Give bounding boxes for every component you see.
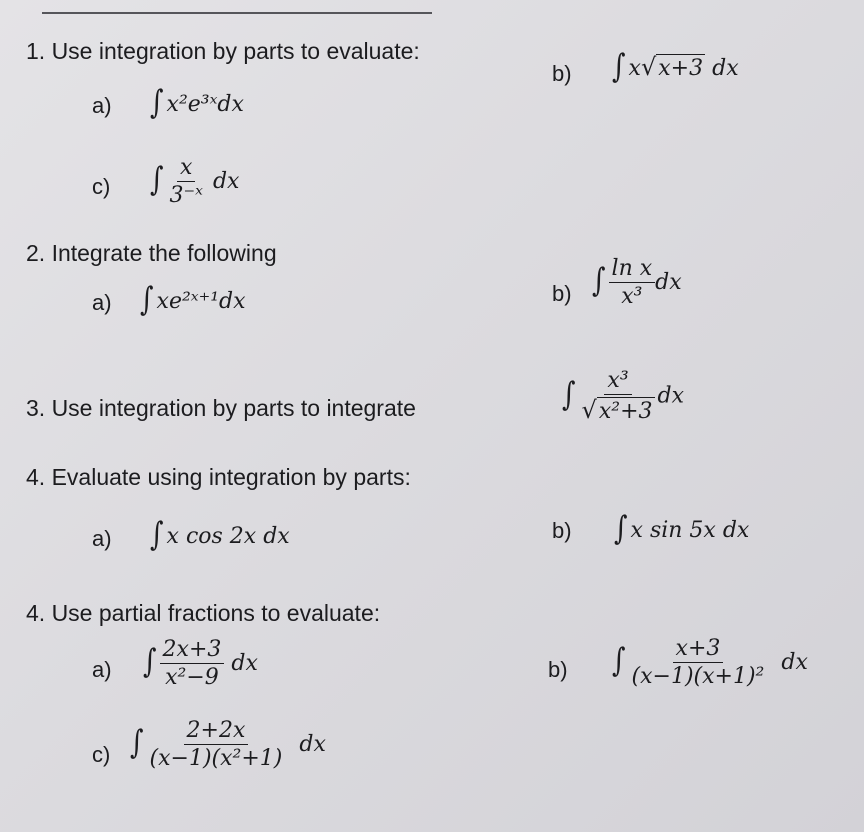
q1a-integrand: x²e³ˣdx <box>166 92 244 117</box>
q1a-label: a) <box>92 93 112 118</box>
q1b-radicand: x+3 <box>658 56 704 81</box>
q5c-expression: ∫ $\frac{2+2x}{\text{(x−1)(x²+1)}}$ dx <box>130 718 326 771</box>
q4b-expression: ∫ x sin 5x dx <box>614 510 750 548</box>
q5b-label: b) <box>548 657 568 682</box>
q3-dx: dx <box>657 383 685 409</box>
q5a-label: a) <box>92 657 112 682</box>
q5c-label: c) <box>92 742 111 767</box>
q5c-dx: dx <box>299 732 326 757</box>
q1b-label: b) <box>552 61 572 86</box>
q3-denominator-radicand: x²+3 <box>598 399 653 424</box>
q2b-denominator: x³ <box>621 284 643 309</box>
q1c-expression: ∫ $\frac{x}{\text{3⁻ˣ}}$ dx <box>150 155 240 208</box>
q2b-expression: ∫ $\frac{\text{ln x}}{\text{x³}}$ dx <box>592 256 682 309</box>
q5b-expression: ∫ $\frac{x+3}{\text{(x−1)(x+1)²}}$ dx <box>612 636 808 689</box>
q5b-dx: dx <box>781 650 808 675</box>
q1c-label: c) <box>92 174 111 199</box>
q5c-numerator: 2+2x <box>184 720 249 745</box>
top-rule <box>42 12 432 14</box>
q1c-dx: dx <box>212 169 240 194</box>
q4a-label: a) <box>92 526 112 551</box>
q1b-expression: ∫ x√x+3 dx <box>612 48 739 86</box>
q2a-label: a) <box>92 290 112 315</box>
q2b-dx: dx <box>655 270 682 295</box>
q5b-numerator: x+3 <box>673 638 724 663</box>
q5a-dx: dx <box>231 651 258 676</box>
q1b-x: x <box>628 56 641 81</box>
q2-heading: 2. Integrate the following <box>26 240 277 266</box>
q4b-integrand: x sin 5x dx <box>630 518 750 543</box>
q5a-expression: ∫ $\frac{2x+3}{\text{x²−9}}$ dx <box>143 637 258 690</box>
q5-heading: 4. Use partial fractions to evaluate: <box>26 600 381 626</box>
q4a-expression: ∫ x cos 2x dx <box>150 516 290 554</box>
q4b-label: b) <box>552 518 572 543</box>
q5b-denominator: (x−1)(x+1)² <box>631 664 765 689</box>
q5a-denominator: x²−9 <box>165 665 219 690</box>
q5c-denominator: (x−1)(x²+1) <box>149 746 283 771</box>
q1c-denominator: 3⁻ˣ <box>169 183 203 208</box>
q2b-label: b) <box>552 281 572 306</box>
q2a-expression: ∫ xe²ˣ⁺¹dx <box>140 281 246 319</box>
q2a-integrand: xe²ˣ⁺¹dx <box>156 289 246 314</box>
q5a-numerator: 2x+3 <box>160 639 225 664</box>
q1c-numerator: x <box>177 157 195 182</box>
q4-heading: 4. Evaluate using integration by parts: <box>26 464 411 490</box>
q3-numerator: x³ <box>604 370 631 395</box>
q1b-dx: dx <box>712 56 739 81</box>
q3-expression: ∫ $\frac{\text{x³}}{\text{√x²+3}}$ dx <box>562 368 685 424</box>
q2b-numerator: ln x <box>609 258 656 283</box>
q4a-integrand: x cos 2x dx <box>166 524 290 549</box>
q1-heading: 1. Use integration by parts to evaluate: <box>26 38 420 64</box>
q1a-expression: ∫ x²e³ˣdx <box>150 84 244 122</box>
q3-heading: 3. Use integration by parts to integrate <box>26 395 416 421</box>
